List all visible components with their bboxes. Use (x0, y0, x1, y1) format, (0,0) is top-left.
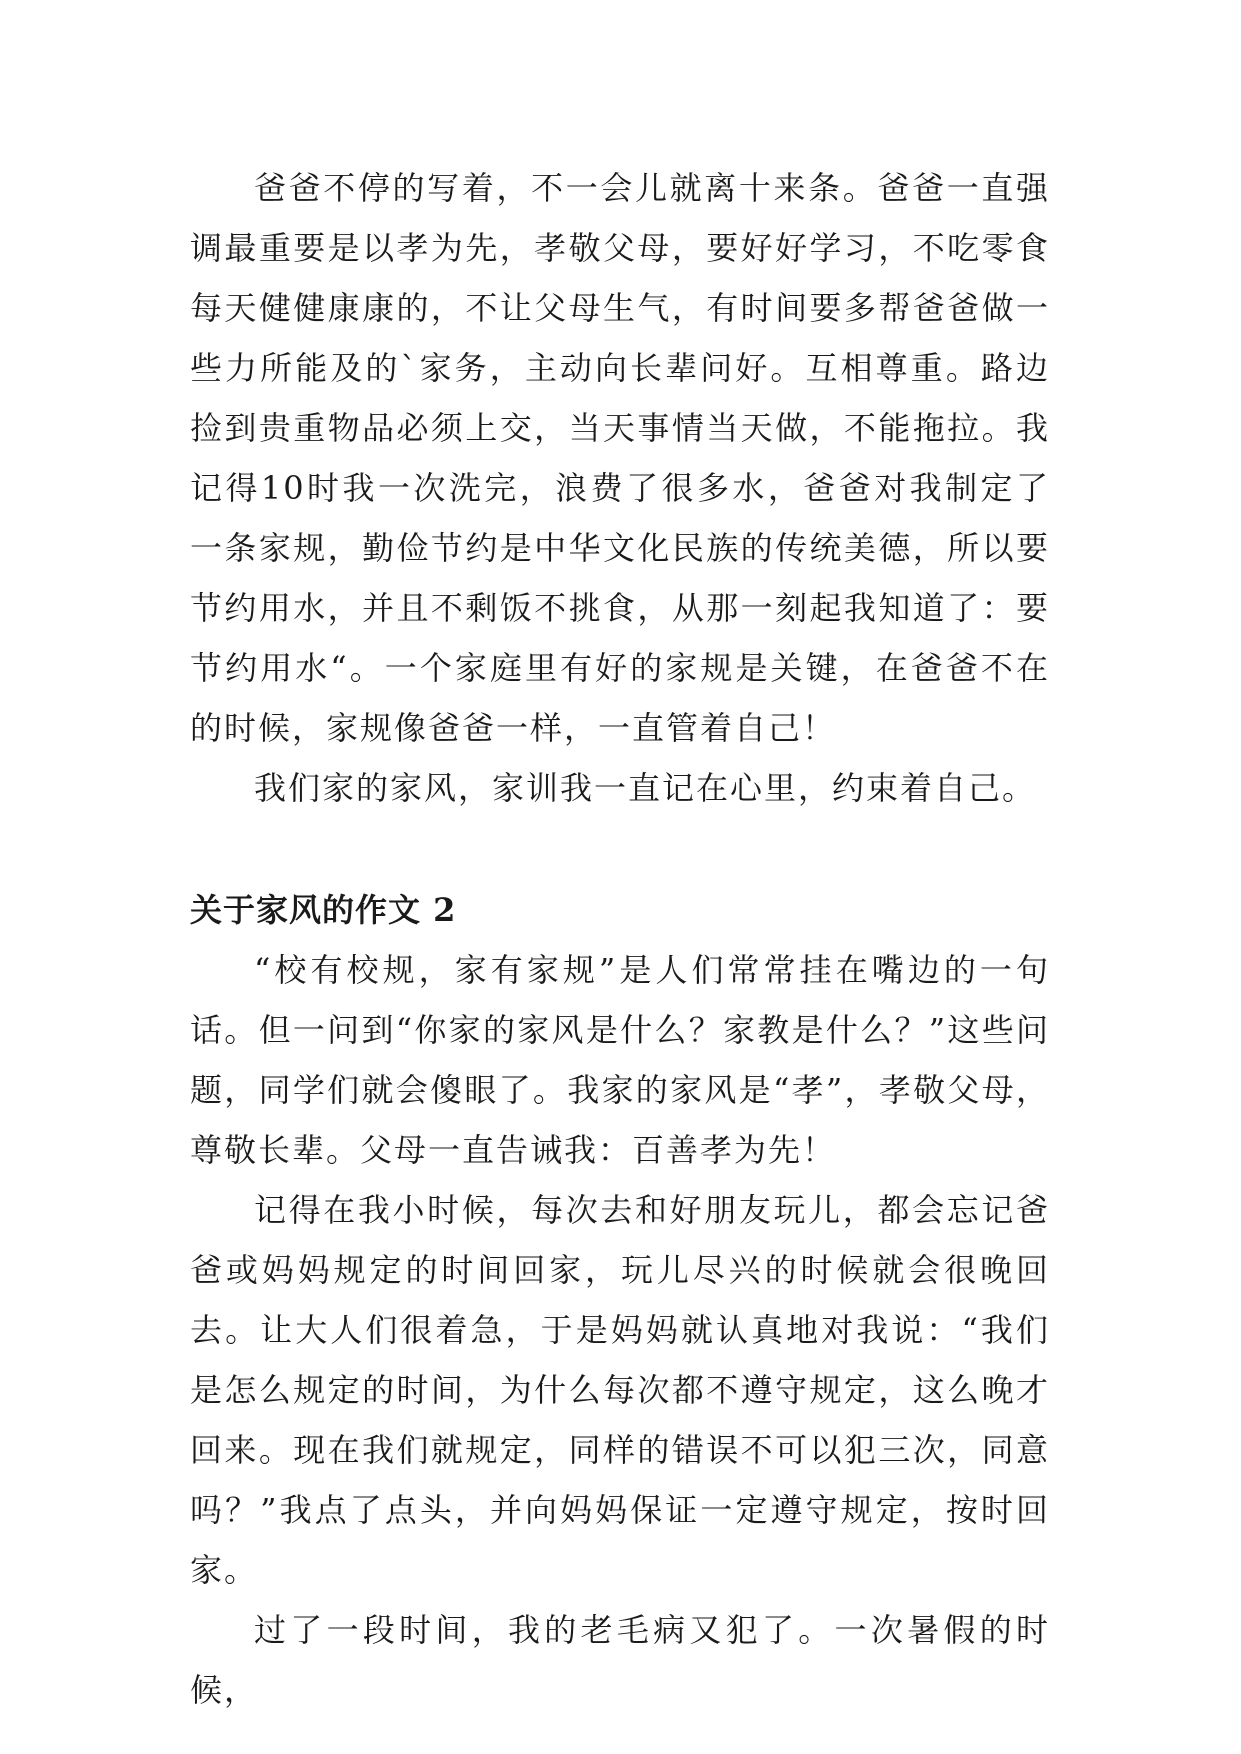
paragraph: 过了一段时间，我的老毛病又犯了。一次暑假的时候， (190, 1611, 1050, 1709)
document-body (190, 158, 1050, 1720)
paragraph: “校有校规，家有家规”是人们常常挂在嘴边的一句话。但一问到“你家的家风是什么？家教是什么？”这些问题，同学们就会傻眼了。我家的家风是“孝”，孝敬父母，尊敬长辈。父母一直告诫我：百善孝为先！ (190, 951, 1050, 1169)
section-spacer (190, 818, 1050, 880)
paragraph: 记得在我小时候，每次去和好朋友玩儿，都会忘记爸爸或妈妈规定的时间回家，玩儿尽兴的时候就会很晚回去。让大人们很着急，于是妈妈就认真地对我说：“我们是怎么规定的时间，为什么每次都不遵守规定，这么晚才回来。现在我们就规定，同样的错误不可以犯三次，同意吗？”我点了点头，并向妈妈保证一定遵守规定，按时回家。 (190, 1191, 1050, 1589)
section-title: 关于家风的作文 2 (190, 891, 457, 929)
paragraph: 我们家的家风，家训我一直记在心里，约束着自己。 (254, 769, 1037, 807)
paragraph: 爸爸不停的写着，不一会儿就离十来条。爸爸一直强调最重要是以孝为先，孝敬父母，要好好学习，不吃零食每天健健康康的，不让父母生气，有时间要多帮爸爸做一些力所能及的`家务，主动向长辈问好。互相尊重。路边捡到贵重物品必须上交，当天事情当天做，不能拖拉。我记得10时我一次洗完，浪费了很多水，爸爸对我制定了一条家规，勤俭节约是中华文化民族的传统美德，所以要节约用水，并且不剩饭不挑食，从那一刻起我知道了：要节约用水“。一个家庭里有好的家规是关键，在爸爸不在的时候，家规像爸爸一样，一直管着自己！ (190, 169, 1050, 747)
